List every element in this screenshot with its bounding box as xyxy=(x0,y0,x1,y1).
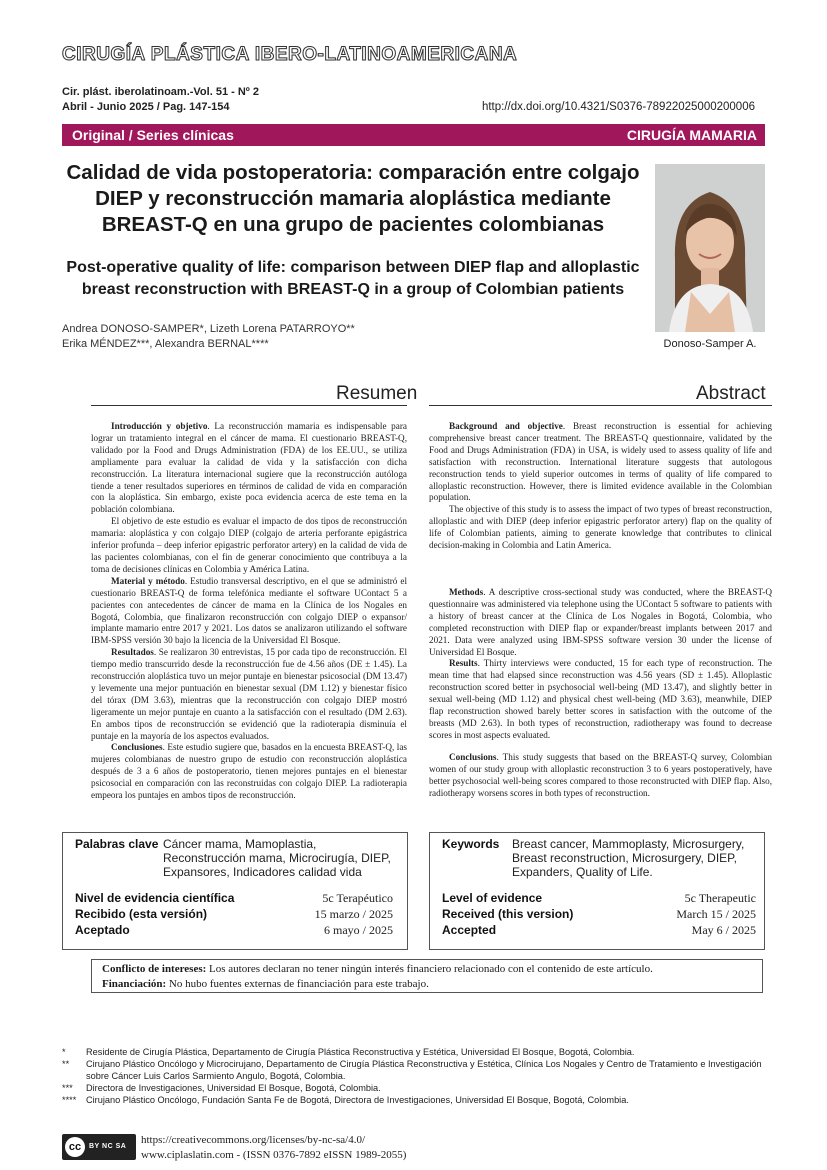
keywords-label-es: Palabras clave xyxy=(75,837,159,851)
evidence-label-es: Nivel de evidencia científica xyxy=(75,891,235,905)
journal-site[interactable]: www.ciplaslatin.com - (ISSN 0376-7892 eISSN 1989-2055) xyxy=(141,1149,407,1161)
keywords-box-es xyxy=(62,832,408,950)
funding-text: No hubo fuentes externas de financiación para este trabajo. xyxy=(166,978,429,990)
conflict-box xyxy=(91,959,763,993)
footnote: * Residente de Cirugía Plástica, Departamento de Cirugía Plástica Reconstructiva y Estética, Universidad El Bosque, Bogotá, Colombia. xyxy=(62,1047,635,1057)
abstract-rule xyxy=(429,405,772,406)
accepted-label-es: Aceptado xyxy=(75,923,130,937)
abstract-label: Background and objective xyxy=(449,421,563,431)
author-portrait-image xyxy=(655,164,765,332)
journal-name: CIRUGÍA PLÁSTICA IBERO-LATINOAMERICANA xyxy=(62,44,518,65)
abstract-paragraph: The objective of this study is to assess the impact of two types of breast reconstruction, alloplastic and with DIEP (deep inferior epigastric perforator artery) flap on the quality of life of Colombian patients, aiming to generate knowledge that contributes to clinical decision-making in Colombia and Latin America. xyxy=(429,504,772,551)
keywords-box-en xyxy=(429,832,765,950)
resumen-label: Material y método xyxy=(111,575,185,586)
footnotes xyxy=(62,1046,762,1106)
resumen-paragraph: Introducción y objetivo. La reconstrucción mamaria es indispensable para lograr un tratamiento integral en el cáncer de mama. El cuestionario BREAST-Q, validado por la Food and Drugs Administration (FDA) de los EE.UU., se utiliza ampliamente para evaluar la calidad de vida y la satisfacción con dicha reconstrucción. La literatura internacional sugiere que la reconstrucción autóloga tiende a tener resultados superiores en términos de calidad de vida en comparación con la aloplástica. Sin embargo, existe poca evidencia acerca de este tema en la población colombiana. xyxy=(91,421,407,515)
resumen-label: Resultados xyxy=(111,647,154,658)
license-url[interactable]: https://creativecommons.org/licenses/by-nc-sa/4.0/ xyxy=(141,1134,366,1146)
conflict-text: Los autores declaran no tener ningún interés financiero relacionado con el contenido de este artículo. xyxy=(206,963,653,975)
accepted-value-es: 6 mayo / 2025 xyxy=(324,923,393,937)
evidence-value-es: 5c Terapéutico xyxy=(322,891,393,905)
section-type: Original / Series clínicas xyxy=(72,127,234,143)
received-label-en: Received (this version) xyxy=(442,907,574,921)
abstract-paragraph: Background and objective. Breast reconstruction is essential for achieving comprehensive breast cancer treatment. The BREAST-Q questionnaire, validated by the Food and Drugs Administration (FDA) in USA, is widely used to assess quality of life and satisfaction with reconstruction. International literature suggests that autologous reconstruction tends to yield superior outcomes in terms of quality of life compared to alloplastic reconstruction. However, there is limited evidence available in the Colombian population. xyxy=(429,421,772,503)
abstract-body-top xyxy=(429,421,772,552)
resumen-label: Conclusiones xyxy=(111,742,163,753)
title-spanish: Calidad de vida postoperatoria: comparación entre colgajo DIEP y reconstrucción mamaria aloplástica mediante BREAST-Q en una grupo de pacientes colombianas xyxy=(66,161,640,236)
cc-license-icon xyxy=(62,1134,136,1160)
funding-line xyxy=(102,977,752,992)
received-value-en: March 15 / 2025 xyxy=(676,907,756,921)
evidence-value-en: 5c Therapeutic xyxy=(684,891,756,905)
abstract-label: Conclusions xyxy=(449,751,497,762)
resumen-label: Introducción y objetivo xyxy=(111,421,208,431)
abstract-body-bottom xyxy=(429,587,772,799)
resumen-heading: Resumen xyxy=(336,383,418,404)
abstract-paragraph: Results. Thirty interviews were conducted, 15 for each type of reconstruction. The mean time that had elapsed since reconstruction was 4.56 years (SD ± 1.45). Alloplastic reconstruction scored better in psychosocial well-being (MD 13.47), and slightly better in sexual well-being (MD 1.12) and physical chest well-being (MD 3.63), meanwhile, DIEP flap reconstruction showed barely better scores in satisfaction with the outcome of the breasts (MD 2.63). In both types of reconstruction, radiotherapy was found to decrease scores in most aspects evaluated. xyxy=(429,658,772,740)
authors xyxy=(62,322,482,352)
received-label-es: Recibido (esta versión) xyxy=(75,907,208,921)
citation-line-1: Cir. plást. iberolatinoam.-Vol. 51 - Nº 2 xyxy=(62,86,259,98)
citation-line-2: Abril - Junio 2025 / Pag. 147-154 xyxy=(62,101,230,113)
footnote: *** Directora de Investigaciones, Universidad El Bosque, Bogotá, Colombia. xyxy=(62,1083,381,1093)
cc-badge-text: BY NC SA xyxy=(89,1143,127,1150)
conflict-line xyxy=(102,962,752,977)
accepted-value-en: May 6 / 2025 xyxy=(691,923,756,937)
funding-label: Financiación: xyxy=(102,978,167,990)
footnote: ** Cirujano Plástico Oncólogo y Microcirujano, Departamento de Cirugía Plástica Reconstructiva y Estética, Clínica Los Nogales y Centro de Tratamiento e Investigación sobre Cáncer Luis Carlos Sarmiento Angulo, Bogotá, Colombia. xyxy=(62,1059,762,1081)
section-specialty: CIRUGÍA MAMARIA xyxy=(626,127,757,143)
resumen-rule xyxy=(91,405,407,406)
keywords-text-es: Cáncer mama, Mamoplastia, Reconstrucción mama, Microcirugía, DIEP, Expansores, Indicadores calidad vida xyxy=(163,837,391,879)
received-value-es: 15 marzo / 2025 xyxy=(314,907,393,921)
resumen-body xyxy=(91,421,407,802)
photo-caption: Donoso-Samper A. xyxy=(663,338,757,350)
cc-logo-icon: cc xyxy=(65,1137,85,1157)
abstract-label: Results xyxy=(449,658,478,669)
abstract-label: Methods xyxy=(449,587,484,597)
footnote: **** Cirujano Plástico Oncólogo, Fundación Santa Fe de Bogotá, Directora de Investigaciones, Universidad El Bosque, Bogotá, Colombia. xyxy=(62,1095,629,1105)
resumen-paragraph: Material y método. Estudio transversal descriptivo, en el que se administró el cuestionario BREAST-Q de forma telefónica mediante el software UContact 5 a pacientes con antecedentes de cáncer de mama en la Clínica de los Nogales en Bogotá, Colombia, que finalizaron reconstrucción con colgajo DIEP o expansor/ implante mamario entre 2017 y 2021. Los datos se analizaron utilizando el software IBM-SPSS versión 30 bajo la licencia de la Universidad El Bosque. xyxy=(91,575,407,646)
doi-link[interactable]: http://dx.doi.org/10.4321/S0376-78922025000200006 xyxy=(481,101,755,113)
section-bar xyxy=(62,124,765,146)
title-english: Post-operative quality of life: comparison between DIEP flap and alloplastic breast reconstruction with BREAST-Q in a group of Colombian patients xyxy=(66,259,640,298)
evidence-label-en: Level of evidence xyxy=(442,891,543,905)
abstract-paragraph: Conclusions. This study suggests that based on the BREAST-Q survey, Colombian women of our study group with alloplastic reconstruction 3 to 6 years postoperatively, have better psychosocial well-being scores compared to those reconstructed with DIEP flap. Also, radiotherapy worsens scores in both types of reconstruction. xyxy=(429,751,772,798)
resumen-paragraph: Resultados. Se realizaron 30 entrevistas, 15 por cada tipo de reconstrucción. El tiempo medio transcurrido desde la reconstrucción fue de 4.56 años (DE ± 1.45). La reconstrucción aloplástica tuvo un mejor puntaje en bienestar psicosocial (DM 13.47) y levemente una mejor puntuación en bienestar sexual (DM 1.12) y bienestar físico del tórax (DM 3.63), mientras que la reconstrucción con colgajo DIEP mostró ligeramente un mejor puntaje en cuanto a la satisfacción con el resultado (DM 2.63). En ambos tipos de reconstrucción se evidenció que la radioterapia disminuía el puntaje en la mayoría de los aspectos evaluados. xyxy=(91,647,407,741)
author-photo xyxy=(655,164,765,332)
resumen-paragraph: El objetivo de este estudio es evaluar el impacto de dos tipos de reconstrucción mamaria: aloplástica y con colgajo DIEP (colgajo de arteria perforante epigástrica inferior profunda – deep inferior epigastric perforator artery) en la calidad de vida de las pacientes colombianas, con el fin de generar conocimiento que contribuya a la toma de decisiones clínicas en Colombia y América Latina. xyxy=(91,516,407,574)
accepted-label-en: Accepted xyxy=(442,923,497,937)
keywords-label-en: Keywords xyxy=(442,837,500,851)
authors-line-1: Andrea DONOSO-SAMPER*, Lizeth Lorena PATARROYO** xyxy=(62,323,355,335)
resumen-paragraph: Conclusiones. Este estudio sugiere que, basados en la encuesta BREAST-Q, las mujeres colombianas de nuestro grupo de estudio con reconstrucción aloplástica después de 3 a 6 años de postoperatorio, tienen mejores puntajes en el bienestar psicosocial en comparación con las reconstruidas con colgajo DIEP. La radioterapia empeora los puntajes en ambos tipos de reconstrucción. xyxy=(91,742,407,801)
abstract-paragraph: Methods. A descriptive cross-sectional study was conducted, where the BREAST-Q questionnaire was administered via telephone using the UContact 5 software to patients with a history of breast cancer at the Clínica de Los Nogales in Bogotá, Colombia, who completed reconstruction with DIEP flap or expander/breast implants between 2017 and 2021. Data were analyzed using IBM-SPSS software version 30 under the license of Universidad El Bosque. xyxy=(429,587,772,657)
authors-line-2: Erika MÉNDEZ***, Alexandra BERNAL**** xyxy=(62,338,269,350)
abstract-heading: Abstract xyxy=(696,383,766,404)
conflict-label: Conflicto de intereses: xyxy=(102,963,207,975)
keywords-text-en: Breast cancer, Mammoplasty, Microsurgery, Breast reconstruction, Microsurgery, DIEP, Expanders, Quality of Life. xyxy=(512,837,745,879)
